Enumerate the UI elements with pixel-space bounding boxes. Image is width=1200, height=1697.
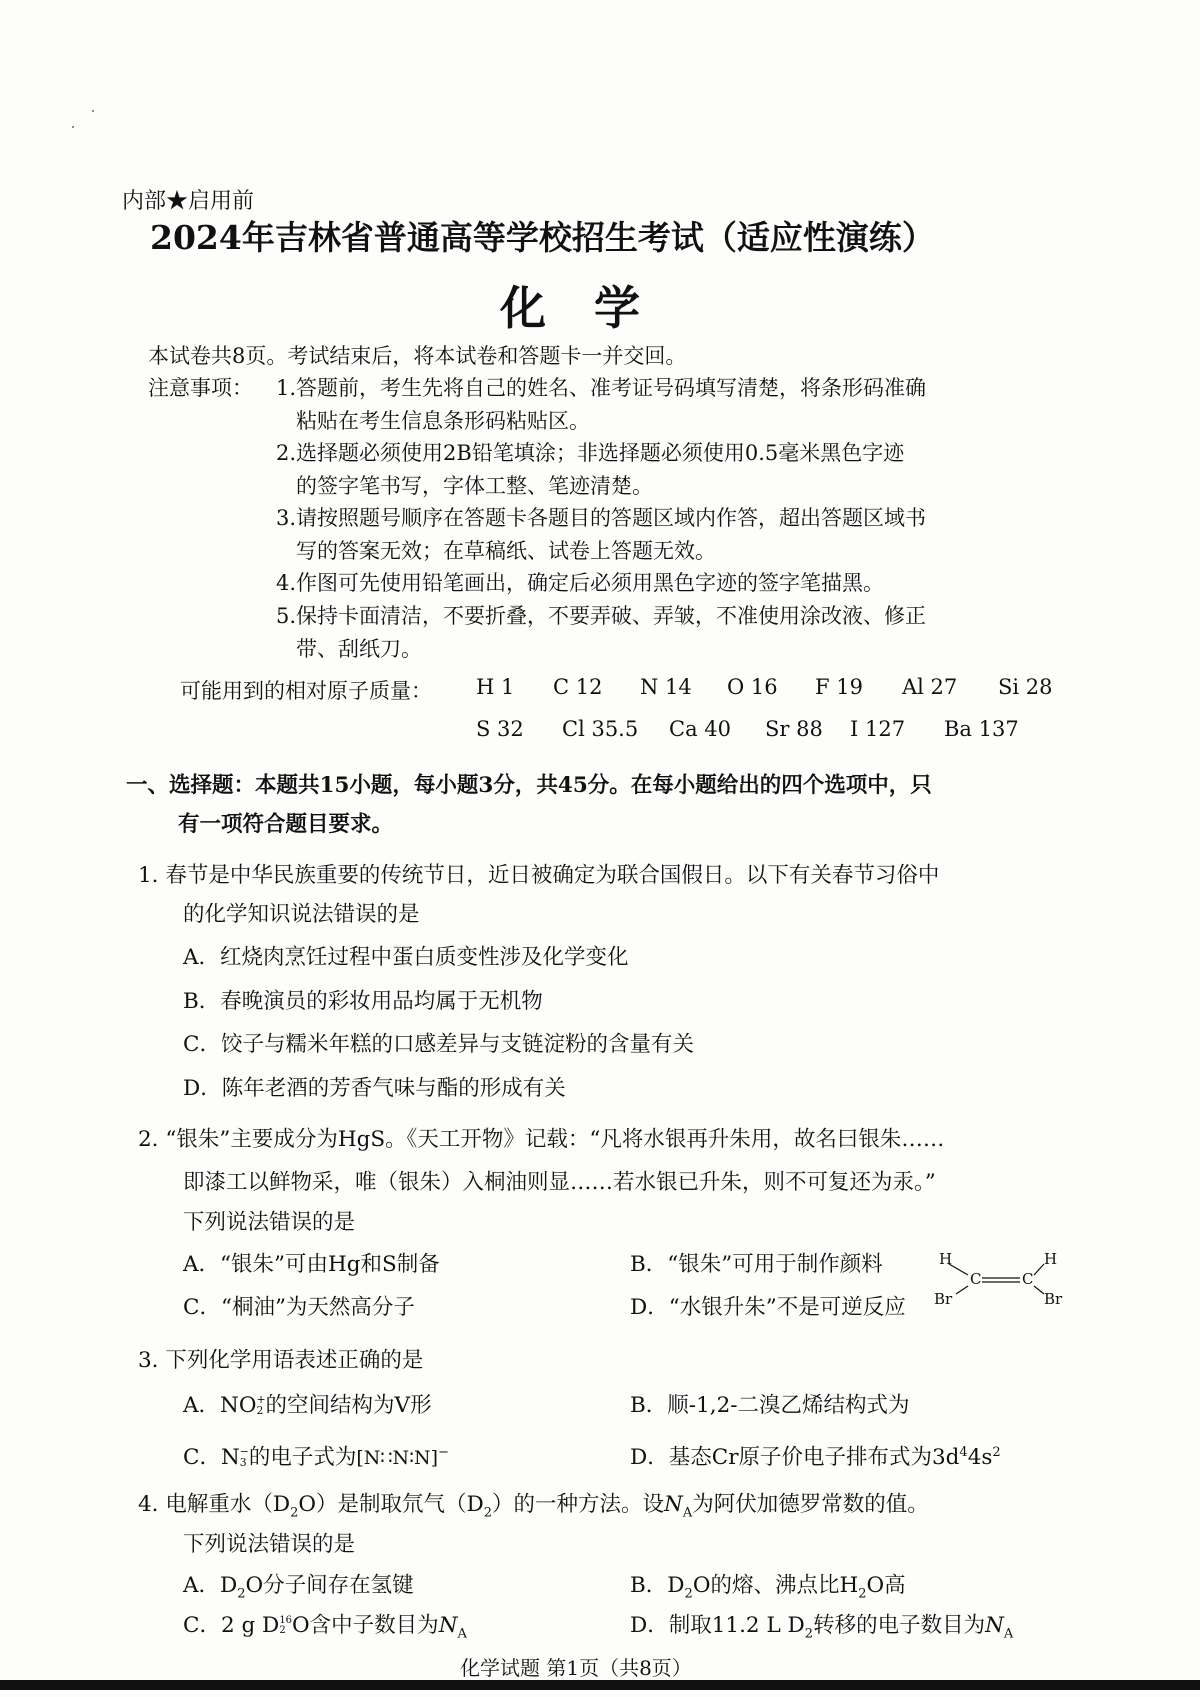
- subscript: 2: [804, 1626, 814, 1642]
- formula-text: O高: [866, 1573, 906, 1598]
- formula-text: 转移的电子数目为: [813, 1613, 986, 1638]
- superscript: 2: [992, 1444, 1001, 1460]
- superscript: 4: [959, 1444, 968, 1460]
- question-1-stem: 1. 春节是中华民族重要的传统节日，近日被确定为联合国假日。以下有关春节习俗中: [138, 863, 940, 888]
- question-4-option-b: [630, 1568, 906, 1601]
- subscript: 2: [279, 1625, 286, 1636]
- note-line: 4.作图可先使用铅笔画出，确定后必须用黑色字迹的签字笔描黑。: [276, 571, 885, 595]
- scan-speck: [92, 110, 94, 112]
- atomic-mass: F 19: [815, 675, 863, 699]
- subscript: 2: [858, 1586, 867, 1602]
- superscript: 16: [279, 1615, 293, 1626]
- question-2-option-a: A．“银朱”可由Hg和S制备: [183, 1252, 440, 1277]
- subscript: 2: [483, 1505, 493, 1521]
- question-1-option-d: D．陈年老酒的芳香气味与酯的形成有关: [183, 1076, 566, 1101]
- formula-text: 为阿伏加德罗常数的值。: [692, 1492, 929, 1517]
- scan-speck: [72, 126, 74, 128]
- superscript: −: [438, 1444, 449, 1460]
- atomic-mass: Si 28: [998, 675, 1053, 699]
- intro-text: 本试卷共8页。考试结束后，将本试卷和答题卡一并交回。: [148, 344, 687, 368]
- atom-label: Br: [1044, 1290, 1063, 1308]
- question-3-option-a: [183, 1388, 432, 1419]
- exam-title: 2024年吉林省普通高等学校招生考试（适应性演练）: [150, 218, 935, 257]
- question-2-option-d: D．“水银升朱”不是可逆反应: [630, 1295, 906, 1320]
- atom-label: C: [1022, 1270, 1034, 1288]
- superscript: +: [256, 1393, 266, 1407]
- note-line: 带、刮纸刀。: [296, 637, 422, 661]
- question-1-stem: 的化学知识说法错误的是: [183, 902, 420, 927]
- subscript: A: [457, 1626, 467, 1642]
- question-1-option-b: B．春晚演员的彩妆用品均属于无机物: [183, 989, 543, 1014]
- question-2-stem: 下列说法错误的是: [183, 1210, 356, 1235]
- scan-edge-bar: [0, 1680, 1200, 1690]
- atom-label: Br: [934, 1290, 953, 1308]
- formula-text: 的电子式为: [248, 1445, 357, 1470]
- atom-label: H: [1044, 1250, 1058, 1268]
- subscript: 2: [237, 1586, 246, 1602]
- formula-text: D．基态Cr原子价电子排布式为3d: [630, 1445, 960, 1470]
- note-line: 5.保持卡面清洁，不要折叠，不要弄破、弄皱，不准使用涂改液、修正: [276, 604, 927, 628]
- atomic-mass: C 12: [553, 675, 603, 699]
- subscript: 2: [684, 1586, 693, 1602]
- question-1-option-a: A．红烧肉烹饪过程中蛋白质变性涉及化学变化: [183, 945, 629, 970]
- formula-text: 4. 电解重水（D: [138, 1492, 291, 1517]
- question-4-stem: [138, 1487, 929, 1520]
- formula-text: N: [664, 1492, 683, 1517]
- question-2-option-b: B．“银朱”可用于制作颜料: [630, 1252, 883, 1277]
- bond-lines: [934, 1250, 1074, 1310]
- formula-text: C．2 g D: [183, 1613, 280, 1638]
- atomic-mass: Ca 40: [669, 717, 731, 741]
- formula-text: D．制取11.2 L D: [630, 1613, 805, 1638]
- atomic-mass: N 14: [640, 675, 692, 699]
- atom-label: H: [939, 1250, 953, 1268]
- question-2-stem: 2. “银朱”主要成分为HgS。《天工开物》记载：“凡将水银再升朱用，故名曰银朱……: [138, 1127, 945, 1152]
- atomic-mass: Sr 88: [765, 717, 823, 741]
- superscript: −: [239, 1445, 249, 1459]
- cis-dibromoethylene-structure: [934, 1250, 1074, 1310]
- atomic-mass: S 32: [476, 717, 524, 741]
- formula-text: O含中子数目为: [292, 1613, 439, 1638]
- subscript: 2: [256, 1404, 264, 1417]
- atomic-mass: Al 27: [902, 675, 958, 699]
- formula-text: C．N: [183, 1445, 240, 1470]
- question-3-stem: 3. 下列化学用语表述正确的是: [138, 1348, 424, 1373]
- question-3-option-c: [183, 1440, 449, 1471]
- formula-text: A．D: [183, 1573, 238, 1598]
- atom-label: C: [970, 1270, 982, 1288]
- question-2-stem: 即漆工以鲜物采，唯（银朱）入桐油则显……若水银已升朱，则不可复还为汞。”: [183, 1170, 936, 1195]
- formula-text: A．NO: [183, 1393, 257, 1418]
- question-4-option-d: [630, 1608, 1013, 1641]
- question-1-option-c: C．饺子与糯米年糕的口感差异与支链淀粉的含量有关: [183, 1032, 694, 1057]
- formula-text: ）的一种方法。设: [492, 1492, 665, 1517]
- formula-text: O的熔、沸点比H: [692, 1573, 859, 1598]
- formula-text: N: [985, 1613, 1004, 1638]
- formula-text: N: [438, 1613, 458, 1638]
- notes-label: 注意事项：: [148, 376, 253, 400]
- note-line: 3.请按照题号顺序在答题卡各题目的答题区域内作答，超出答题区域书: [276, 506, 927, 530]
- note-line: 粘贴在考生信息条形码粘贴区。: [296, 409, 590, 433]
- section-heading: 有一项符合题目要求。: [178, 812, 394, 837]
- question-3-option-d: [630, 1440, 1001, 1471]
- atomic-mass-label: 可能用到的相对原子质量：: [180, 679, 432, 703]
- electron-formula: [N∷N∶N]: [356, 1447, 439, 1469]
- atomic-mass: H 1: [476, 675, 515, 699]
- subscript: A: [682, 1505, 693, 1521]
- subscript: 3: [239, 1456, 247, 1469]
- formula-text: O分子间存在氢键: [245, 1573, 414, 1598]
- atomic-mass: Ba 137: [944, 717, 1019, 741]
- confidential-label: 内部★启用前: [122, 189, 255, 214]
- note-line: 写的答案无效；在草稿纸、试卷上答题无效。: [296, 539, 716, 563]
- question-4-stem: 下列说法错误的是: [183, 1532, 356, 1557]
- note-line: 1.答题前，考生先将自己的姓名、准考证号码填写清楚，将条形码准确: [276, 376, 927, 400]
- question-4-option-c: [183, 1608, 467, 1641]
- subject-title: 化学: [500, 281, 688, 335]
- atomic-mass: O 16: [727, 675, 778, 699]
- atomic-mass: I 127: [850, 717, 906, 741]
- atomic-mass: Cl 35.5: [562, 717, 639, 741]
- subscript: A: [1003, 1626, 1014, 1642]
- formula-text: 4s: [967, 1445, 993, 1470]
- question-4-option-a: [183, 1568, 414, 1601]
- section-heading: 一、选择题：本题共15小题，每小题3分，共45分。在每小题给出的四个选项中，只: [126, 773, 932, 798]
- formula-text: 的空间结构为V形: [265, 1393, 432, 1418]
- formula-text: B．D: [630, 1573, 685, 1598]
- note-line: 2.选择题必须使用2B铅笔填涂；非选择题必须使用0.5毫米黑色字迹: [276, 441, 905, 465]
- question-2-option-c: C．“桐油”为天然高分子: [183, 1295, 415, 1320]
- note-line: 的签字笔书写，字体工整、笔迹清楚。: [296, 474, 653, 498]
- formula-text: O）是制取氘气（D: [298, 1492, 484, 1517]
- subscript: 2: [290, 1505, 299, 1521]
- question-3-option-b: B．顺-1,2-二溴乙烯结构式为: [630, 1393, 910, 1418]
- page-footer: 化学试题 第1页（共8页）: [460, 1656, 692, 1680]
